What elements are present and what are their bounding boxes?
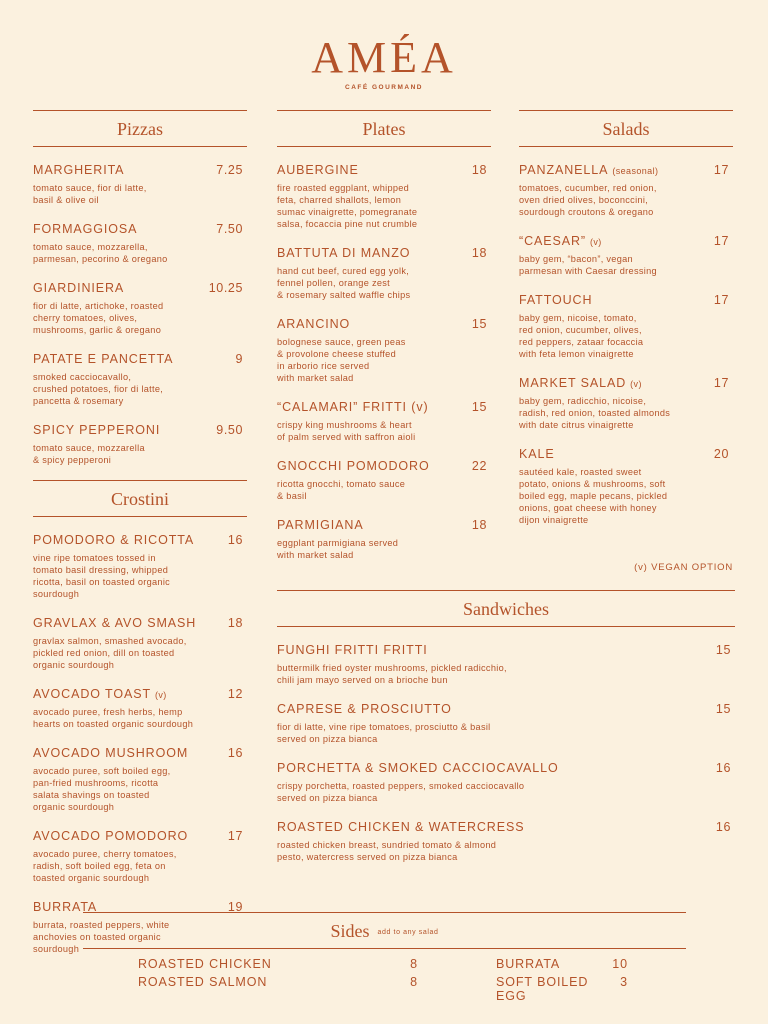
menu-item-header: [519, 291, 733, 309]
menu-item-note: (v): [630, 379, 642, 389]
menu-item-header: [277, 516, 491, 534]
brand-logo: [0, 33, 768, 91]
menu-item-title: [519, 232, 602, 250]
menu-item-description: avocado puree, fresh herbs, hemp hearts on toasted organic sourdough: [33, 707, 194, 729]
menu-item-header: [277, 457, 491, 475]
menu-item-price: 17: [713, 234, 729, 248]
menu-item-header: [33, 350, 247, 368]
menu-item-price: 17: [713, 376, 729, 390]
menu-item-header: [519, 445, 733, 463]
menu-item-price: 12: [227, 687, 243, 701]
menu-item-name: ARANCINO: [277, 317, 351, 331]
menu-item-title: [277, 759, 559, 777]
menu-item: [277, 315, 491, 384]
menu-item-price: 16: [715, 761, 731, 775]
menu-item-header: [33, 614, 247, 632]
menu-item-name: FORMAGGIOSA: [33, 222, 138, 236]
menu-item-title: [33, 161, 124, 179]
vegan-note: (v) VEGAN OPTION: [634, 562, 733, 573]
menu-item-description: tomato sauce, mozzarella & spicy pepperoni: [33, 443, 145, 465]
menu-item-description: smoked cacciocavallo, crushed potatoes, fior di latte, pancetta & rosemary: [33, 372, 164, 406]
menu-item-price: 18: [471, 518, 487, 532]
menu-item-title: [277, 516, 364, 534]
menu-item-price: 16: [715, 820, 731, 834]
menu-item-description: buttermilk fried oyster mushrooms, pickled radicchio, chili jam mayo served on a brioche bun: [277, 663, 507, 685]
menu-item-title: [519, 374, 642, 392]
section-title-sides: [83, 912, 686, 949]
menu-item-price: 9.50: [216, 423, 243, 437]
sandwiches-section: [277, 590, 735, 877]
menu-item-note: (v): [154, 690, 167, 700]
menu-item-title: [519, 161, 658, 179]
menu-item-description: bolognese sauce, green peas & provolone cheese stuffed in arborio rice served with market salad: [277, 337, 406, 383]
menu-item-description: roasted chicken breast, sundried tomato & almond pesto, watercress served on pizza bianca: [277, 840, 497, 862]
menu-item: [277, 759, 735, 804]
menu-item-description: baby gem, nicoise, tomato, red onion, cucumber, olives, red peppers, zataar focaccia with feta lemon vinaigrette: [519, 313, 644, 359]
menu-item: [277, 457, 491, 502]
plates-section: [277, 110, 491, 561]
menu-item-name: GRAVLAX & AVO SMASH: [33, 616, 197, 630]
menu-item-price: 17: [713, 293, 729, 307]
menu-item-header: [33, 279, 247, 297]
menu-item-header: [33, 827, 247, 845]
menu-item: [33, 279, 247, 336]
menu-item: [33, 421, 247, 466]
menu-item: [33, 827, 247, 884]
menu-item-price: 18: [227, 616, 243, 630]
menu-item-header: [277, 315, 491, 333]
menu-item-name: PATATE E PANCETTA: [33, 352, 174, 366]
menu-item: [277, 161, 491, 230]
menu-item: [33, 350, 247, 407]
side-item-name: SOFT BOILED EGG: [496, 975, 589, 1003]
menu-item-description: tomato sauce, mozzarella, parmesan, pecorino & oregano: [33, 242, 168, 264]
menu-item-price: 15: [471, 400, 487, 414]
section-title-plates: Plates: [277, 110, 491, 147]
menu-item: [33, 161, 247, 206]
crostini-list: [33, 531, 247, 955]
menu-item-price: 16: [227, 533, 243, 547]
side-item-name: ROASTED SALMON: [138, 975, 268, 989]
menu-item-price: 9: [235, 352, 243, 366]
menu-item-price: 10.25: [208, 281, 243, 295]
section-title-salads: Salads: [519, 110, 733, 147]
section-title-crostini: Crostini: [33, 480, 247, 517]
pizzas-list: [33, 161, 247, 466]
side-item-name: ROASTED CHICKEN: [138, 957, 272, 971]
menu-item-description: eggplant parmigiana served with market salad: [277, 538, 399, 560]
menu-item-title: [277, 161, 359, 179]
menu-item-title: [33, 531, 194, 549]
menu-item-title: [277, 700, 452, 718]
menu-item-header: [277, 161, 491, 179]
menu-item: [277, 641, 735, 686]
menu-item-header: [33, 531, 247, 549]
menu-item-price: 17: [713, 163, 729, 177]
menu-item-name: POMODORO & RICOTTA: [33, 533, 195, 547]
menu-item: [519, 291, 733, 360]
menu-item-title: [519, 291, 592, 309]
menu-item-description: crispy porchetta, roasted peppers, smoked cacciocavallo served on pizza bianca: [277, 781, 525, 803]
menu-item-header: [277, 700, 735, 718]
menu-item-header: [277, 641, 735, 659]
menu-item-name: “CAESAR”: [519, 234, 586, 248]
menu-item: [277, 244, 491, 301]
menu-item-price: 20: [713, 447, 729, 461]
side-item-price: 3: [620, 975, 628, 989]
menu-item-price: 15: [715, 702, 731, 716]
menu-item-title: [33, 614, 196, 632]
menu-item-name: GNOCCHI POMODORO: [277, 459, 430, 473]
menu-item-name: GIARDINIERA: [33, 281, 125, 295]
crostini-section: [33, 480, 247, 955]
menu-item-title: [33, 220, 137, 238]
menu-item-header: [33, 421, 247, 439]
menu-item-title: [33, 350, 173, 368]
brand-name: AMÉA: [311, 33, 457, 82]
menu-item-price: 15: [715, 643, 731, 657]
menu-item-title: [33, 421, 160, 439]
menu-item-price: 7.50: [216, 222, 243, 236]
menu-item-description: ricotta gnocchi, tomato sauce & basil: [277, 479, 406, 501]
menu-item: [277, 398, 491, 443]
menu-item-name: AUBERGINE: [277, 163, 359, 177]
menu-item-name: CAPRESE & PROSCIUTTO: [277, 702, 452, 716]
side-item-price: 8: [410, 975, 418, 989]
menu-item-description: crispy king mushrooms & heart of palm served with saffron aioli: [277, 420, 416, 442]
menu-item: [33, 614, 247, 671]
menu-item: [33, 220, 247, 265]
menu-item-header: [519, 232, 733, 250]
menu-item-price: 18: [471, 246, 487, 260]
menu-item-description: baby gem, radicchio, nicoise, radish, red onion, toasted almonds with date citrus vinaigrette: [519, 396, 671, 430]
menu-item-note: (v): [589, 237, 602, 247]
menu-item-price: 17: [227, 829, 243, 843]
sides-section: [83, 912, 686, 1003]
menu-item-description: fire roasted eggplant, whipped feta, charred shallots, lemon sumac vinaigrette, pomegranate salsa, focaccia pine nut crumble: [277, 183, 418, 229]
menu-item-title: [33, 685, 167, 703]
menu-item-header: [277, 759, 735, 777]
menu-item-price: 18: [471, 163, 487, 177]
menu-item-title: [519, 445, 555, 463]
menu-item-description: vine ripe tomatoes tossed in tomato basil dressing, whipped ricotta, basil on toasted organic sourdough: [33, 553, 171, 599]
menu-item-description: gravlax salmon, smashed avocado, pickled red onion, dill on toasted organic sourdough: [33, 636, 187, 670]
menu-item-header: [33, 220, 247, 238]
menu-item-header: [33, 744, 247, 762]
menu-item-price: 7.25: [216, 163, 243, 177]
menu-item: [33, 744, 247, 813]
pizzas-section: [33, 110, 247, 466]
menu-item-description: fior di latte, vine ripe tomatoes, prosciutto & basil served on pizza bianca: [277, 722, 491, 744]
menu-item-title: [277, 398, 429, 416]
plates-list: [277, 161, 491, 561]
menu-item-title: [277, 457, 430, 475]
menu-item-name: FUNGHI FRITTI FRITTI: [277, 643, 428, 657]
menu-item-description: avocado puree, cherry tomatoes, radish, soft boiled egg, feta on toasted organic sourdough: [33, 849, 177, 883]
menu-item-header: [519, 374, 733, 392]
menu-item-description: tomatoes, cucumber, red onion, oven dried olives, boconccini, sourdough croutons & oregano: [519, 183, 657, 217]
menu-item-header: [277, 818, 735, 836]
menu-item-description: baby gem, “bacon”, vegan parmesan with Caesar dressing: [519, 254, 657, 276]
menu-item-name: MARGHERITA: [33, 163, 125, 177]
menu-item-description: avocado puree, soft boiled egg, pan-fried mushrooms, ricotta salata shavings on toasted organic sourdough: [33, 766, 171, 812]
menu-item-description: fior di latte, artichoke, roasted cherry tomatoes, olives, mushrooms, garlic & oregano: [33, 301, 164, 335]
menu-item-name: AVOCADO MUSHROOM: [33, 746, 189, 760]
sides-list: [83, 957, 686, 1003]
menu-item-price: 19: [227, 900, 243, 914]
menu-item: [277, 818, 735, 863]
right-column: [519, 110, 733, 540]
brand-tagline: CAFÉ GOURMAND: [345, 84, 423, 91]
salads-section: [519, 110, 733, 526]
menu-item-name: MARKET SALAD: [519, 376, 627, 390]
left-column: [33, 110, 247, 969]
section-title-sandwiches: Sandwiches: [277, 590, 735, 627]
menu-item-header: [519, 161, 733, 179]
menu-item-name: “CALAMARI” FRITTI (v): [277, 400, 429, 414]
sides-subtitle: add to any salad: [377, 929, 439, 937]
middle-column: [277, 110, 491, 575]
menu-item-description: burrata, roasted peppers, white anchovies on toasted organic sourdough: [33, 920, 170, 954]
menu-item: [519, 161, 733, 218]
menu-item-header: [33, 685, 247, 703]
menu-item-description: hand cut beef, cured egg yolk, fennel pollen, orange zest & rosemary salted waffle chips: [277, 266, 411, 300]
menu-item-price: 22: [471, 459, 487, 473]
menu-item-title: [277, 244, 410, 262]
menu-item-title: [277, 315, 350, 333]
sides-title: Sides: [330, 921, 370, 941]
side-item-price: 8: [410, 957, 418, 971]
vegan-note-wrap: [519, 562, 733, 573]
menu-item-title: [277, 641, 428, 659]
menu-item-name: KALE: [519, 447, 555, 461]
menu-item-title: [277, 818, 524, 836]
menu-item-note: (seasonal): [612, 166, 659, 176]
menu-item-description: sautéed kale, roasted sweet potato, onions & mushrooms, soft boiled egg, maple pecans, pickled onions, goat cheese with honey dijon vinaigrette: [519, 467, 668, 525]
menu-item-name: AVOCADO POMODORO: [33, 829, 189, 843]
menu-item-header: [277, 398, 491, 416]
menu-item-price: 15: [471, 317, 487, 331]
menu-item: [277, 516, 491, 561]
menu-item: [519, 374, 733, 431]
menu-item: [519, 445, 733, 526]
menu-item-name: SPICY PEPPERONI: [33, 423, 161, 437]
menu-item-title: [33, 827, 188, 845]
menu-item-name: PANZANELLA: [519, 163, 609, 177]
menu-item-name: BURRATA: [33, 900, 98, 914]
menu-item: [33, 531, 247, 600]
menu-item-description: tomato sauce, fior di latte, basil & olive oil: [33, 183, 147, 205]
menu-item-name: BATTUTA DI MANZO: [277, 246, 411, 260]
side-item-name: BURRATA: [496, 957, 561, 971]
salads-list: [519, 161, 733, 526]
menu-item-header: [277, 244, 491, 262]
menu-item-title: [33, 279, 124, 297]
menu-item-name: FATTOUCH: [519, 293, 593, 307]
menu-item-name: AVOCADO TOAST: [33, 687, 151, 701]
menu-item-price: 16: [227, 746, 243, 760]
menu-item-name: PORCHETTA & SMOKED CACCIOCAVALLO: [277, 761, 559, 775]
menu-item: [519, 232, 733, 277]
menu-item: [33, 685, 247, 730]
menu-item-header: [33, 161, 247, 179]
sandwiches-list: [277, 641, 735, 863]
section-title-pizzas: Pizzas: [33, 110, 247, 147]
menu-item-name: ROASTED CHICKEN & WATERCRESS: [277, 820, 525, 834]
menu-item: [277, 700, 735, 745]
side-item-price: 10: [612, 957, 628, 971]
menu-item-name: PARMIGIANA: [277, 518, 364, 532]
menu-item-title: [33, 744, 188, 762]
